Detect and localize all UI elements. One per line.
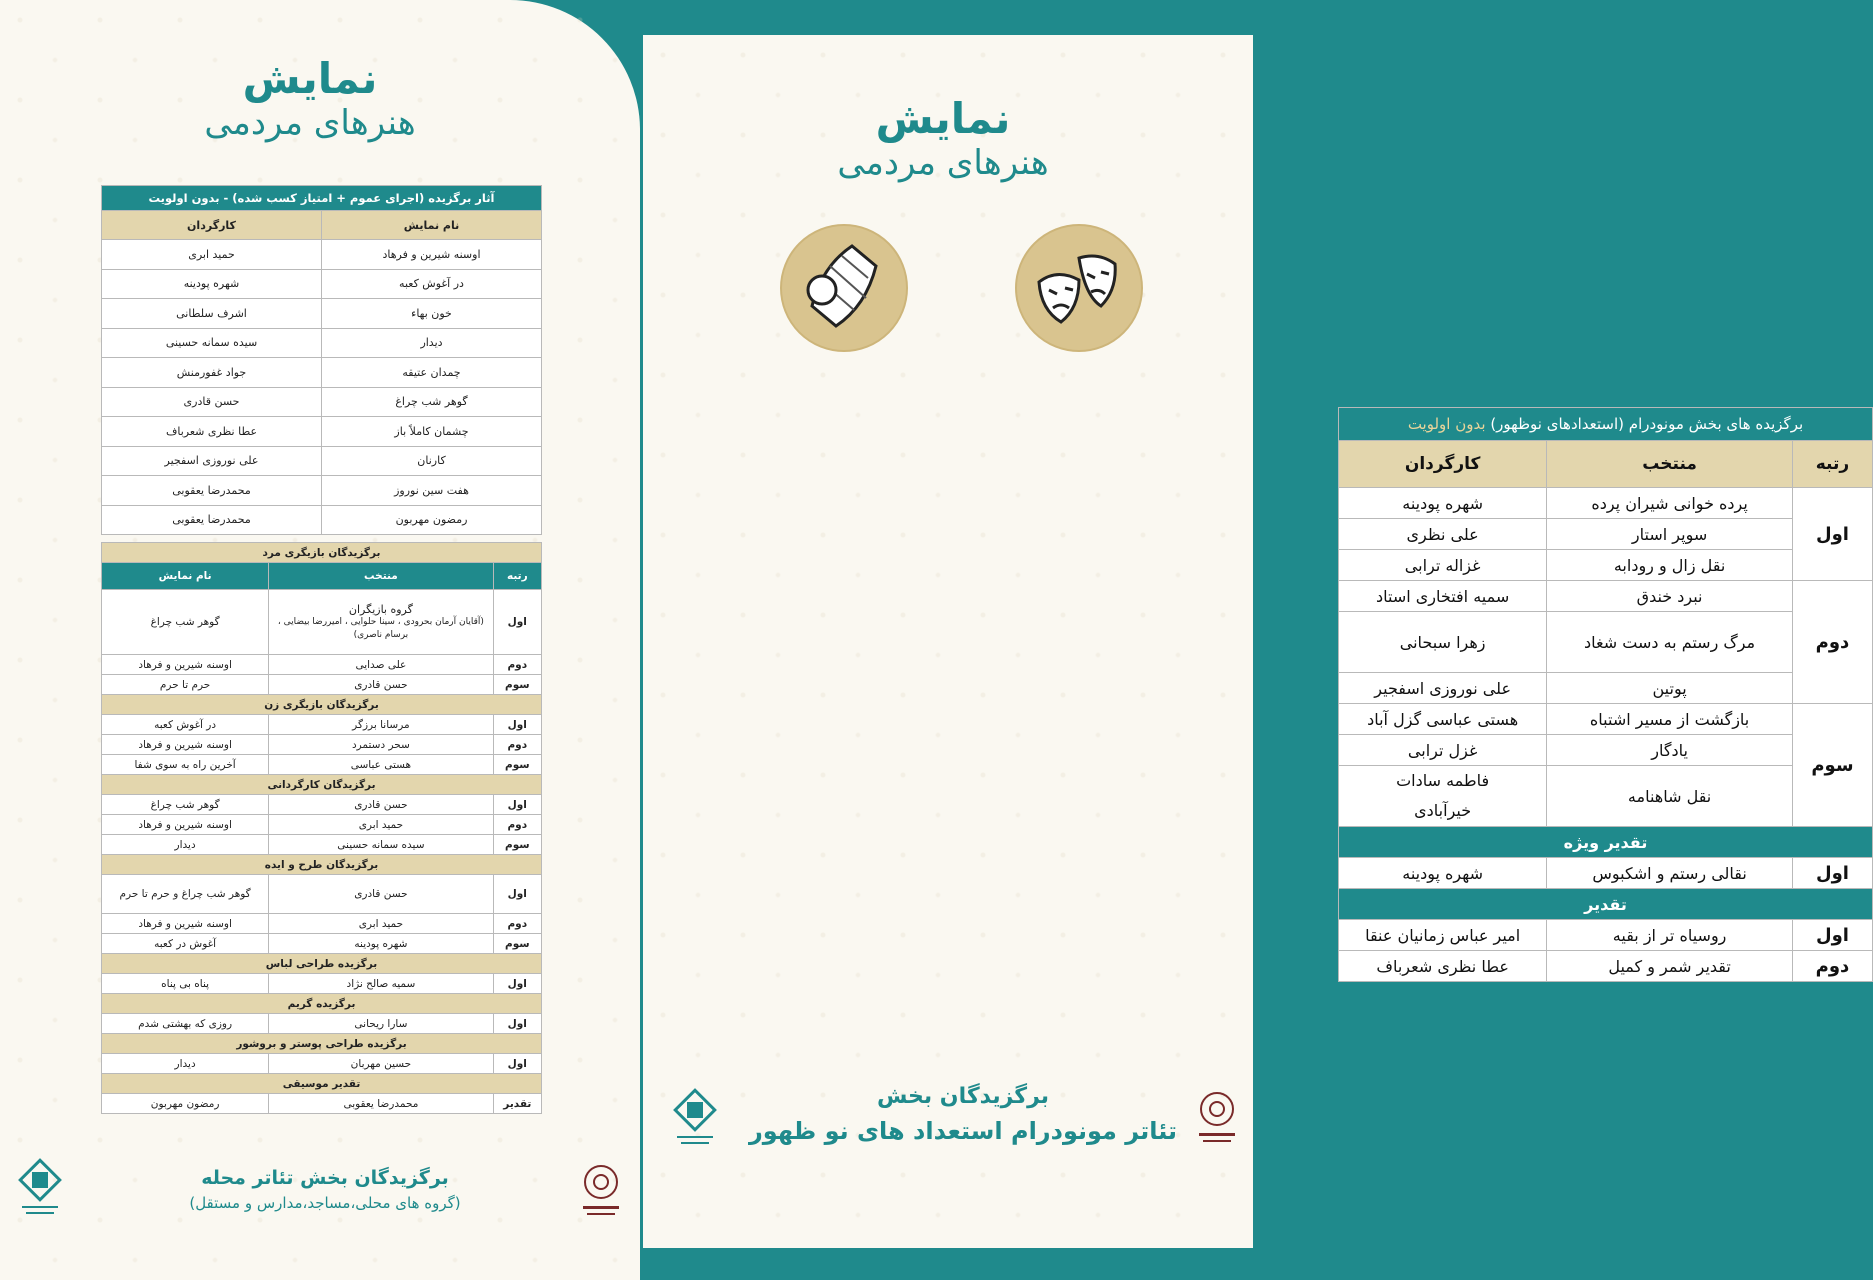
table-cell: رمضون مهربون bbox=[102, 1094, 269, 1114]
monodrama-table bbox=[1338, 407, 1873, 982]
table-cell: امیر عباس زمانیان عنقا bbox=[1339, 920, 1547, 951]
table-cell: حمید ابری bbox=[269, 815, 493, 835]
column-header: نام نمایش bbox=[102, 563, 269, 590]
rank-cell: تقدیر bbox=[493, 1094, 541, 1114]
table-cell: شهره پودینه bbox=[1339, 488, 1547, 519]
table-cell: کارنان bbox=[322, 446, 542, 476]
right-title-block bbox=[793, 95, 1093, 183]
table-cell: اوسنه شیرین و فرهاد bbox=[102, 735, 269, 755]
rank-cell: دوم bbox=[1792, 951, 1872, 982]
ministry-logo-icon bbox=[1191, 1085, 1243, 1151]
table-cell: اشرف سلطانی bbox=[102, 299, 322, 329]
table-cell: حمید ابری bbox=[102, 240, 322, 270]
table-cell: حسن قادری bbox=[269, 875, 493, 914]
column-header: منتخب bbox=[1547, 441, 1793, 488]
table-cell: سارا ریحانی bbox=[269, 1014, 493, 1034]
table-cell: سحر دستمرد bbox=[269, 735, 493, 755]
rank-cell: دوم bbox=[493, 815, 541, 835]
organization-logo-icon bbox=[18, 1160, 62, 1220]
rank-cell: دوم bbox=[1792, 581, 1872, 704]
left-awards-table bbox=[101, 542, 542, 1114]
table-cell: شهره پودینه bbox=[102, 269, 322, 299]
rank-cell: اول bbox=[1792, 858, 1872, 889]
section-header: برگزیده طراحی لباس bbox=[102, 954, 542, 974]
table-cell: حسن قادری bbox=[269, 675, 493, 695]
column-header: رتبه bbox=[1792, 441, 1872, 488]
section-header: برگزیدگان بازیگری زن bbox=[102, 695, 542, 715]
table-cell: حرم تا حرم bbox=[102, 675, 269, 695]
table-cell: سمیه صالح نژاد bbox=[269, 974, 493, 994]
column-header: کارگردان bbox=[102, 211, 322, 240]
table-cell: اوسنه شیرین و فرهاد bbox=[102, 655, 269, 675]
table-cell: غزاله ترابی bbox=[1339, 550, 1547, 581]
table-cell bbox=[1339, 766, 1547, 827]
table-cell: گوهر شب چراغ و حرم تا حرم bbox=[102, 875, 269, 914]
header-accent: بدون اولویت bbox=[1407, 415, 1486, 433]
table-cell: علی نظری bbox=[1339, 519, 1547, 550]
theater-masks-icon bbox=[1015, 224, 1143, 352]
rank-cell: سوم bbox=[493, 835, 541, 855]
table-cell: سیده سمانه حسینی bbox=[269, 835, 493, 855]
table-cell: نقل شاهنامه bbox=[1547, 766, 1793, 827]
table-cell: حمید ابری bbox=[269, 914, 493, 934]
rank-cell: سوم bbox=[493, 934, 541, 954]
right-footer-title: برگزیدگان بخش bbox=[876, 1084, 1050, 1109]
table-cell: سیده سمانه حسینی bbox=[102, 328, 322, 358]
table-cell: جواد غفورمنش bbox=[102, 358, 322, 388]
table-cell: شهره پودینه bbox=[269, 934, 493, 954]
rank-cell: دوم bbox=[493, 735, 541, 755]
table-cell: رمضون مهربون bbox=[322, 505, 542, 535]
rank-cell: سوم bbox=[1792, 704, 1872, 827]
rank-cell: اول bbox=[493, 715, 541, 735]
table-cell: تقدیر شمر و کمیل bbox=[1547, 951, 1793, 982]
section-header: برگزیدگان کارگردانی bbox=[102, 775, 542, 795]
naqqali-painting-icon bbox=[780, 224, 908, 352]
rank-cell: دوم bbox=[493, 914, 541, 934]
table-cell: شهره پودینه bbox=[1339, 858, 1547, 889]
right-panel bbox=[643, 35, 1854, 1248]
table-cell: علی نوروزی اسفجیر bbox=[1339, 673, 1547, 704]
background-pattern bbox=[643, 35, 1253, 1248]
table-cell: آغوش در کعبه bbox=[102, 934, 269, 954]
rank-cell: اول bbox=[493, 1054, 541, 1074]
rank-cell: سوم bbox=[493, 755, 541, 775]
table-cell: مرسانا برزگر bbox=[269, 715, 493, 735]
table-cell bbox=[269, 590, 493, 655]
table-cell: اوسنه شیرین و فرهاد bbox=[102, 815, 269, 835]
table-cell: علی نوروزی اسفجیر bbox=[102, 446, 322, 476]
left-title-block bbox=[160, 55, 460, 143]
left-footer bbox=[130, 1165, 520, 1215]
table-cell: زهرا سبحانی bbox=[1339, 612, 1547, 673]
table-cell: پناه بی پناه bbox=[102, 974, 269, 994]
rank-cell: اول bbox=[493, 795, 541, 815]
table-cell: علی صدایی bbox=[269, 655, 493, 675]
monodrama-table-header bbox=[1339, 408, 1873, 441]
table-cell: مرگ رستم به دست شغاد bbox=[1547, 612, 1793, 673]
rank-cell: اول bbox=[493, 1014, 541, 1034]
table-cell: چشمان کاملاً باز bbox=[322, 417, 542, 447]
table-cell: عطا نظری شعرباف bbox=[1339, 951, 1547, 982]
right-title: نمایش bbox=[875, 94, 1011, 143]
section-header: برگزیده طراحی پوستر و بروشور bbox=[102, 1034, 542, 1054]
table-cell: نقل زال و رودابه bbox=[1547, 550, 1793, 581]
table-cell: عطا نظری شعرباف bbox=[102, 417, 322, 447]
rank-cell: سوم bbox=[493, 675, 541, 695]
director-name-line2: خیرآبادی bbox=[1414, 801, 1472, 820]
right-subtitle: هنرهای مردمی bbox=[837, 143, 1049, 183]
rank-cell: اول bbox=[1792, 488, 1872, 581]
table-cell: روسیاه تر از بقیه bbox=[1547, 920, 1793, 951]
rank-cell: دوم bbox=[493, 655, 541, 675]
table-cell: دیدار bbox=[322, 328, 542, 358]
left-main-table-header: آثار برگزیده (اجرای عموم + امتیاز کسب شده) - بدون اولویت bbox=[102, 186, 542, 211]
left-subtitle: هنرهای مردمی bbox=[204, 103, 416, 143]
table-cell: پرده خوانی شیران پرده bbox=[1547, 488, 1793, 519]
right-footer-subtitle: تئاتر مونودرام استعداد های نو ظهور bbox=[748, 1117, 1178, 1145]
table-cell: گوهر شب چراغ bbox=[102, 795, 269, 815]
ministry-logo-icon bbox=[575, 1158, 627, 1224]
table-cell: اوسنه شیرین و فرهاد bbox=[322, 240, 542, 270]
table-cell: حسین مهربان bbox=[269, 1054, 493, 1074]
organization-logo-icon bbox=[673, 1090, 717, 1150]
table-cell: گوهر شب چراغ bbox=[102, 590, 269, 655]
section-header: برگزیدگان بازیگری مرد bbox=[102, 543, 542, 563]
column-header: نام نمایش bbox=[322, 211, 542, 240]
table-cell: اوسنه شیرین و فرهاد bbox=[102, 914, 269, 934]
table-cell: محمدرضا یعقوبی bbox=[269, 1094, 493, 1114]
table-cell: حسن قادری bbox=[102, 387, 322, 417]
table-cell: هفت سین نوروز bbox=[322, 476, 542, 506]
section-header: تقدیر موسیقی bbox=[102, 1074, 542, 1094]
table-cell: در آغوش کعبه bbox=[102, 715, 269, 735]
section-header: برگزیده گریم bbox=[102, 994, 542, 1014]
section-header: برگزیدگان طرح و ایده bbox=[102, 855, 542, 875]
director-name-line1: فاطمه سادات bbox=[1396, 771, 1490, 790]
rank-cell: اول bbox=[493, 875, 541, 914]
table-cell: نبرد خندق bbox=[1547, 581, 1793, 612]
table-cell: محمدرضا یعقوبی bbox=[102, 476, 322, 506]
table-cell: غزل ترابی bbox=[1339, 735, 1547, 766]
section-header: تقدیر ویژه bbox=[1339, 827, 1873, 858]
table-cell: هستی عباسی bbox=[269, 755, 493, 775]
left-footer-title: برگزیدگان بخش تئاتر محله bbox=[201, 1167, 449, 1189]
table-cell: سوپر استار bbox=[1547, 519, 1793, 550]
table-cell: نقالی رستم و اشکبوس bbox=[1547, 858, 1793, 889]
column-header: کارگردان bbox=[1339, 441, 1547, 488]
rank-cell: اول bbox=[1792, 920, 1872, 951]
table-cell: خون بهاء bbox=[322, 299, 542, 329]
left-panel bbox=[0, 0, 640, 1280]
table-cell: حسن قادری bbox=[269, 795, 493, 815]
group-members: (آقایان آرمان بحرودی ، سینا حلوایی ، امیررضا بیضایی ، برسام ناصری) bbox=[277, 616, 484, 640]
column-header: رتبه bbox=[493, 563, 541, 590]
table-cell: سمیه افتخاری استاد bbox=[1339, 581, 1547, 612]
table-cell: هستی عباسی گزل آباد bbox=[1339, 704, 1547, 735]
table-cell: دیدار bbox=[102, 835, 269, 855]
column-header: منتخب bbox=[269, 563, 493, 590]
right-footer bbox=[723, 1080, 1203, 1148]
table-cell: چمدان عتیقه bbox=[322, 358, 542, 388]
table-cell: پوتین bbox=[1547, 673, 1793, 704]
rank-cell: اول bbox=[493, 590, 541, 655]
table-cell: روزی که بهشتی شدم bbox=[102, 1014, 269, 1034]
header-text: برگزیده های بخش مونودرام (استعدادهای نوظهور) bbox=[1490, 415, 1804, 433]
left-title: نمایش bbox=[242, 54, 378, 103]
table-cell: محمدرضا یعقوبی bbox=[102, 505, 322, 535]
table-cell: دیدار bbox=[102, 1054, 269, 1074]
left-main-table bbox=[101, 185, 542, 535]
table-cell: یادگار bbox=[1547, 735, 1793, 766]
table-cell: در آغوش کعبه bbox=[322, 269, 542, 299]
left-footer-subtitle: (گروه های محلی،مساجد،مدارس و مستقل) bbox=[189, 1194, 461, 1212]
table-cell: آخرین راه به سوی شفا bbox=[102, 755, 269, 775]
group-name: گروه بازیگران bbox=[348, 602, 413, 616]
table-cell: گوهر شب چراغ bbox=[322, 387, 542, 417]
table-cell: بازگشت از مسیر اشتباه bbox=[1547, 704, 1793, 735]
rank-cell: اول bbox=[493, 974, 541, 994]
section-header: تقدیر bbox=[1339, 889, 1873, 920]
